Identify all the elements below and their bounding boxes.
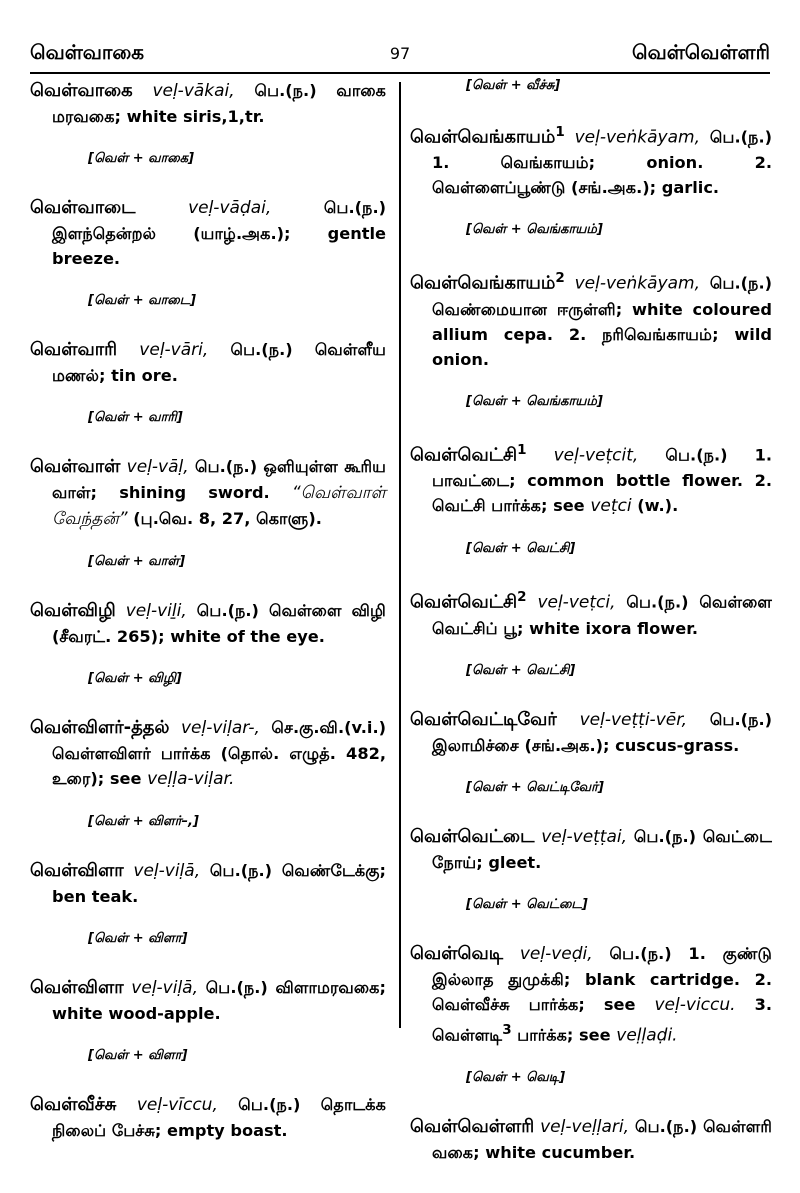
definition: பெ.(ந.) இலாமிச்சை (சங்.அக.); cuscus-grass. [432,709,773,755]
headword: வெள்விழி [30,600,116,621]
etymology: [வெள் + வெடி] [466,1069,566,1085]
dictionary-entry [30,715,386,830]
headword: வெள்வெடி [410,942,504,964]
definition: பெ.(ந.) வெள்ளை வெட்சிப் பூ; white ixora flower. [432,592,773,638]
header-rule [30,72,770,74]
etymology: [வெள் + விழி] [88,671,182,686]
definition: பெ.(ந.) வாகை மரவகை; white siris,1,tr. [52,81,386,126]
column-divider [399,82,401,1028]
homonym-number: 2 [555,270,565,287]
dictionary-entry [410,120,772,238]
etymology: [வெள் + வாடை] [88,293,196,308]
etymology: [வெள் + வாள்] [88,554,186,569]
definition: பெ.(ந.) வெண்மையான ஈருள்ளி; white coloured allium cepa. 2. நரிவெங்காயம்; wild onion. [432,273,772,369]
dictionary-entry [30,975,386,1064]
headword: வெள்விளர்-த்தல் [30,717,170,738]
etymology: [வெள் + வாரி] [88,410,183,425]
dictionary-entry [30,337,386,426]
definition: பெ.(ந.) 1. பாவட்டை; common bottle flower. 2. வெட்சி பார்க்க; see [432,445,773,516]
definition-part3b: பார்க்க; see [517,1024,611,1044]
transliteration: veḷ-veṭci, [537,592,616,613]
definition-tail: (w.). [637,496,679,516]
header-left-word: வெள்வாகை [30,40,145,64]
transliteration: veḷ-viḻi, [125,601,187,621]
dictionary-entry [410,438,772,557]
homonym-number: 3 [502,1021,512,1038]
dictionary-entry [410,941,772,1086]
etymology: [வெள் + வெட்டிவேர்] [466,779,604,795]
homonym-number: 1 [517,441,527,458]
dictionary-entry [410,266,772,409]
etymology: [வெள் + விளா] [88,1048,188,1063]
definition: பெ.(ந.) ஒளியுள்ள கூரிய வாள்; shining sword. [52,457,387,502]
dictionary-entry [30,195,386,309]
homonym-number: 1 [555,124,565,140]
see-reference: veḷḷaḍi. [616,1024,678,1045]
transliteration: veḷ-viḷā, [131,978,199,998]
transliteration: veḷ-veṭṭi-vēr, [579,709,688,730]
headword: வெள்வெள்ளரி [410,1115,535,1137]
transliteration: veḷ-veṅkāyam, [574,273,700,294]
definition: பெ.(ந.) வெள்ளை விழி [196,601,386,620]
dictionary-entry [30,78,386,167]
headword: வெள்வெட்சி [410,591,518,613]
transliteration: veḷ-vāri, [139,340,209,360]
headword: வெள்வாகை [30,80,133,101]
headword: வெள்வெட்டை [410,825,535,847]
quotation: “வெள்வாள் வேந்தன்” [52,483,386,529]
etymology: [வெள் + வெங்காயம்] [466,393,603,409]
definition: பெ.(ந.) வெட்டை நோய்; gleet. [432,826,773,872]
transliteration: veḷ-veḍi, [519,943,593,964]
etymology: [வெள் + வாகை] [88,151,194,166]
header-right-word: வெள்வெள்ளரி [632,40,770,64]
etymology: [வெள் + வெங்காயம்] [466,222,603,238]
definition-english: white of the eye. [170,627,325,646]
headword: வெள்வீச்சு [30,1094,117,1115]
dictionary-entry [30,858,386,947]
page-header [30,40,770,74]
definition-part3: 3. வெள்ளடி [432,994,772,1044]
headword: வெள்வாடை [30,197,136,218]
dictionary-entry [410,824,772,913]
dictionary-entry [30,454,386,570]
dictionary-entry [410,1114,772,1165]
transliteration: veḷ-viḷar-, [180,718,260,738]
etymology: [வெள் + வீச்சு] [466,78,561,93]
transliteration: veḷ-veṅkāyam, [574,127,700,148]
transliteration: veḷ-vīccu, [136,1095,218,1115]
definition: பெ.(ந.) வெண்டேக்கு; ben teak. [52,861,387,906]
headword: வெள்விளா [30,977,124,998]
transliteration: veḷ-viḷā, [133,861,201,881]
headword: வெள்வாரி [30,339,118,360]
see-reference: veṭci [590,496,632,517]
headword: வெள்வெங்காயம் [410,272,556,294]
etymology: [வெள் + விளா] [88,931,188,946]
headword: வெள்வெட்சி [410,444,518,466]
dictionary-entry [410,707,772,796]
transliteration: veḷ-veḷḷari, [540,1116,630,1137]
etymology: [வெள் + வெட்சி] [466,662,576,678]
headword: வெள்வெங்காயம் [410,126,556,148]
definition: பெ.(ந.) வெள்ளரி வகை; white cucumber. [432,1116,773,1162]
transliteration: veḷ-vāḍai, [188,198,272,218]
see-reference: veḷḷa-viḷar. [147,769,235,789]
headword: வெள்வாள் [30,456,121,477]
definition: செ.கு.வி.(v.i.) வெள்ளவிளர் பார்க்க (தொல். எழுத். 482, உரை); see [52,718,386,788]
dictionary-entry [410,585,772,678]
source-citation: (சீவரட். 265); [52,627,165,646]
source-citation: (பு.வெ. 8, 27, கொளு). [133,509,322,528]
etymology: [வெள் + வெட்டை] [466,896,588,912]
definition: பெ.(ந.) இளந்தென்றல் (யாழ்.அக.); gentle breeze. [52,198,386,268]
etymology: [வெள் + விளர்–,] [88,814,199,829]
page-number: 97 [389,44,411,63]
definition: பெ.(ந.) வெள்ளீய மணல்; tin ore. [52,340,387,385]
see-reference: veḷ-viccu. [654,994,736,1015]
definition: பெ.(ந.) விளாமரவகை; white wood-apple. [52,978,387,1023]
etymology: [வெள் + வெட்சி] [466,541,576,557]
transliteration: veḷ-veṭṭai, [541,826,628,847]
right-column [410,78,772,1193]
transliteration: veḷ-vāḷ, [126,457,189,477]
headword: வெள்வெட்டிவேர் [410,708,557,730]
dictionary-entry [30,598,386,687]
headword: வெள்விளா [30,860,124,881]
transliteration: veḷ-vākai, [152,81,235,101]
homonym-number: 2 [517,589,527,606]
definition: பெ.(ந.) 1. வெங்காயம்; onion. 2. வெள்ளைப்பூண்டு (சங்.அக.); garlic. [432,127,772,198]
transliteration: veḷ-veṭcit, [553,445,639,466]
definition: பெ.(ந.) தொடக்க நிலைப் பேச்சு; empty boast. [52,1095,386,1140]
definition: பெ.(ந.) 1. குண்டு இல்லாத துமுக்கி; blank cartridge. 2. வெள்வீச்சு பார்க்க; see [432,943,772,1014]
left-column [30,78,386,1171]
